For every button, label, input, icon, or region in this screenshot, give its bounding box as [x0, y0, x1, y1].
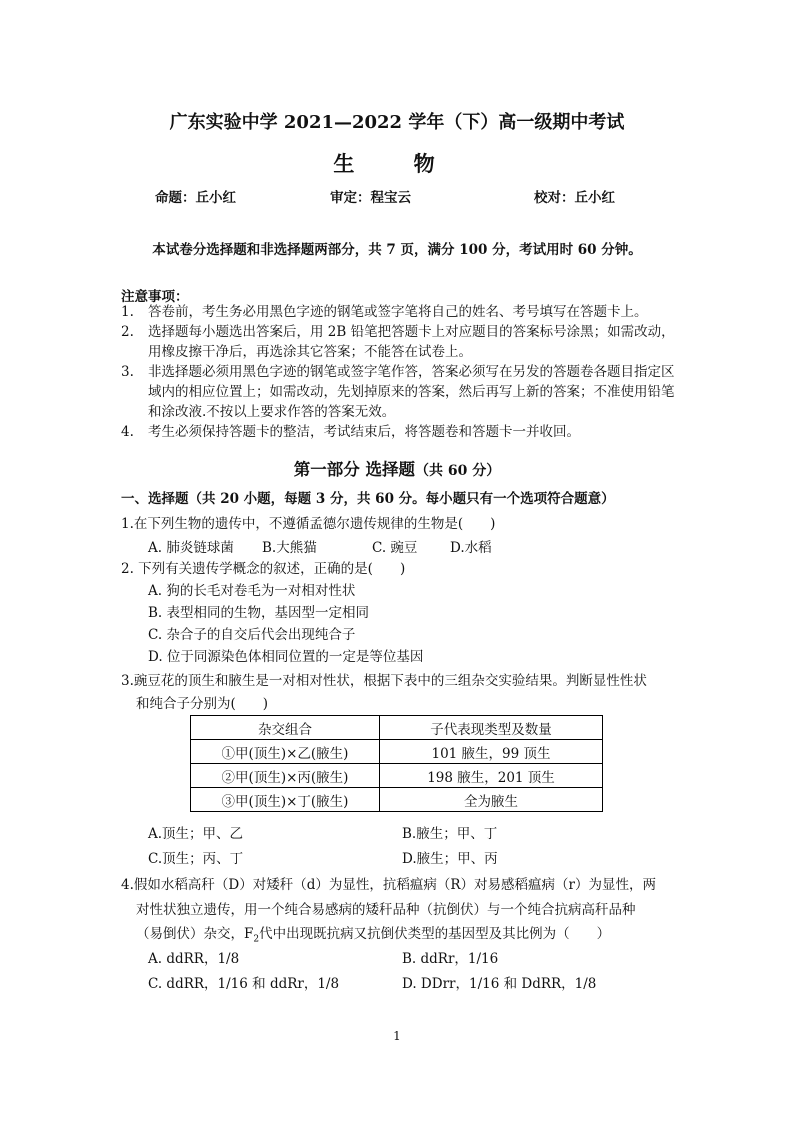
q2-option-c: C. 杂合子的自交后代会出现纯合子 [148, 627, 356, 643]
q2-option-b: B. 表型相同的生物，基因型一定相同 [148, 605, 370, 621]
note-number: 3. [121, 364, 134, 380]
part-title-text: 第一部分 选择题 [293, 460, 415, 479]
notes-heading: 注意事项： [121, 289, 189, 305]
q1-option-c: C. 豌豆 [372, 540, 418, 556]
part-title [0, 456, 794, 480]
note-number: 1. [121, 304, 134, 320]
q3-stem-line2: 和纯合子分别为( ) [136, 696, 269, 712]
subject-title: 生 物 [333, 151, 461, 176]
table-cell: ①甲(顶生)×乙(腋生) [191, 740, 380, 764]
q4-option-d: D. DDrr，1/16 和 DdRR，1/8 [402, 976, 597, 992]
exam-title: 广东实验中学 2021—2022 学年（下）高一级期中考试 [169, 112, 625, 133]
table-row [191, 764, 603, 788]
q1-option-b: B.大熊猫 [262, 540, 317, 556]
part-score: （共 60 分） [415, 463, 501, 479]
table-header-row [191, 716, 603, 740]
table-cell: ③甲(顶生)×丁(腋生) [191, 788, 380, 812]
note-text: 非选择题必须用黑色字迹的钢笔或签字笔作答，答案必须写在另发的答题卷各题目指定区域内的相应位置上；如需改动，先划掉原来的答案，然后再写上新的答案；不准使用铅笔和涂改液.不按以上要求作答的答案无效。 [148, 364, 675, 420]
q4-stem-part: 代中出现既抗病又抗倒伏类型的基因型及其比例为（ ） [259, 926, 611, 942]
q1-option-a: A. 肺炎链球菌 [148, 540, 234, 556]
exam-intro: 本试卷分选择题和非选择题两部分，共 7 页，满分 100 分，考试用时 60 分钟。 [152, 242, 642, 258]
table-header-cell: 子代表现类型及数量 [380, 716, 603, 740]
table-cell: 101 腋生，99 顶生 [380, 740, 603, 764]
q1-option-d: D.水稻 [450, 540, 492, 556]
q4-stem-part: （易倒伏）杂交，F [136, 926, 254, 942]
cross-table [190, 715, 603, 812]
section-heading: 一、选择题（共 20 小题，每题 3 分，共 60 分。每小题只有一个选项符合题意） [121, 491, 615, 507]
note-item [121, 362, 681, 422]
note-item [121, 422, 681, 442]
q2-stem: 2. 下列有关遗传学概念的叙述，正确的是( ) [121, 561, 406, 577]
q3-option-d: D.腋生；甲、丙 [402, 851, 498, 867]
q4-option-c: C. ddRR，1/16 和 ddRr，1/8 [148, 976, 340, 992]
q1-stem: 1.在下列生物的遗传中，不遵循孟德尔遗传规律的生物是( ) [121, 516, 496, 532]
setter: 命题：丘小红 [155, 190, 236, 206]
q4-option-a: A. ddRR，1/8 [148, 951, 240, 967]
q4-option-b: B. ddRr，1/16 [402, 951, 499, 967]
q4-stem-line1: 4.假如水稻高秆（D）对矮秆（d）为显性，抗稻瘟病（R）对易感稻瘟病（r）为显性，两 [121, 877, 656, 893]
note-number: 2. [121, 324, 134, 340]
q3-option-c: C.顶生；丙、丁 [148, 851, 244, 867]
proofreader: 校对：丘小红 [534, 190, 615, 206]
note-text: 选择题每小题选出答案后，用 2B 铅笔把答题卡上对应题目的答案标号涂黑；如需改动，用橡皮擦干净后，再选涂其它答案；不能答在试卷上。 [148, 324, 675, 360]
q4-stem-line3 [136, 922, 610, 945]
table-row [191, 740, 603, 764]
note-text: 答卷前，考生务必用黑色字迹的钢笔或签字笔将自己的姓名、考号填写在答题卡上。 [148, 304, 648, 320]
page-number: 1 [393, 1029, 401, 1043]
q3-stem-line1: 3.豌豆花的顶生和腋生是一对相对性状，根据下表中的三组杂交实验结果。判断显性性状 [121, 673, 647, 689]
q4-stem-line2: 对性状独立遗传，用一个纯合易感病的矮秆品种（抗倒伏）与一个纯合抗病高秆品种 [136, 902, 636, 918]
table-cell: 全为腋生 [380, 788, 603, 812]
q3-option-a: A.顶生；甲、乙 [148, 826, 244, 842]
q2-option-d: D. 位于同源染色体相同位置的一定是等位基因 [148, 649, 424, 665]
table-row [191, 788, 603, 812]
table-header-cell: 杂交组合 [191, 716, 380, 740]
reviewer: 审定：程宝云 [330, 190, 411, 206]
note-item [121, 322, 681, 362]
table-cell: ②甲(顶生)×丙(腋生) [191, 764, 380, 788]
q3-option-b: B.腋生；甲、丁 [402, 826, 498, 842]
note-text: 考生必须保持答题卡的整洁，考试结束后，将答题卷和答题卡一并收回。 [148, 424, 580, 440]
q4-subscript: 2 [253, 934, 260, 945]
note-number: 4. [121, 424, 134, 440]
note-item [121, 302, 681, 322]
table-cell: 198 腋生，201 顶生 [380, 764, 603, 788]
q2-option-a: A. 狗的长毛对卷毛为一对相对性状 [148, 583, 356, 599]
